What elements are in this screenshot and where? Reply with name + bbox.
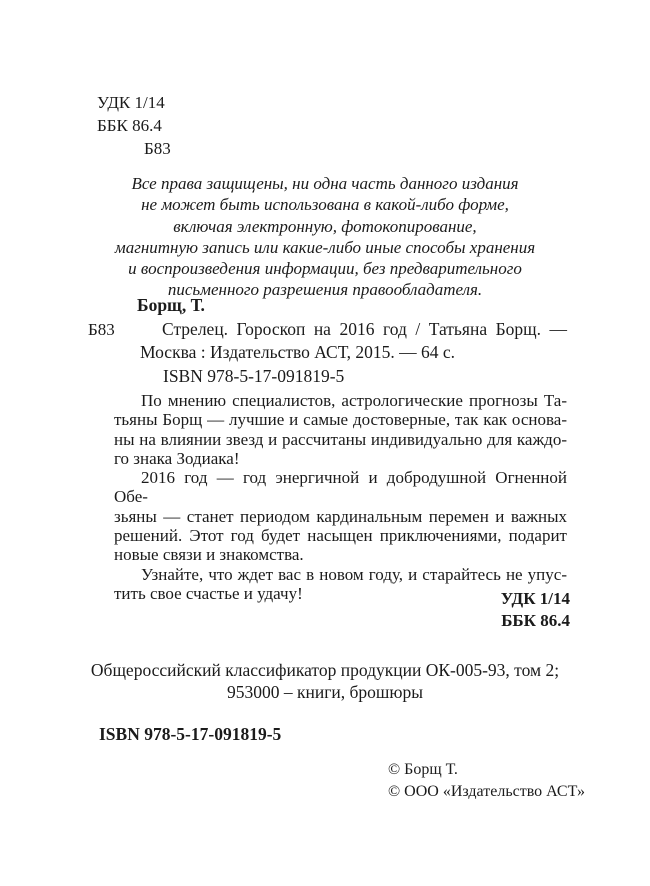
rights-line: включая электронную, фотокопирование, bbox=[173, 216, 477, 236]
bbk-code-bottom: ББК 86.4 bbox=[501, 611, 570, 630]
rights-line: не может быть использована в какой-либо форме, bbox=[141, 195, 509, 215]
annotation-line: го знака Зодиака! bbox=[114, 448, 240, 468]
catalog-author-sign: Б83 bbox=[88, 320, 115, 339]
annotation-line: решений. Этот год будет насыщен приключениями, подарит bbox=[114, 526, 567, 546]
rights-notice bbox=[85, 173, 565, 301]
annotation-line: 2016 год — год энергичной и добродушной Огненной Обе- bbox=[114, 468, 567, 507]
rights-line: Все права защищены, ни одна часть данного издания bbox=[131, 174, 519, 193]
classifier-line1: Общероссийский классификатор продукции ОК-005-93, том 2; bbox=[90, 660, 560, 680]
catalog-entry-line1: Стрелец. Гороскоп на 2016 год / Татьяна Борщ. — bbox=[162, 319, 567, 339]
classifier-line2: 953000 – книги, брошюры bbox=[227, 681, 423, 702]
annotation-line: новые связи и знакомства. bbox=[114, 545, 304, 565]
annotation-line: тьяны Борщ — лучшие и самые достоверные, так как основа- bbox=[114, 410, 567, 430]
udk-code: УДК 1/14 bbox=[97, 93, 165, 112]
catalog-isbn: ISBN 978-5-17-091819-5 bbox=[163, 366, 345, 386]
rights-line: магнитную запись или какие-либо иные способы хранения bbox=[114, 237, 536, 257]
product-classifier bbox=[85, 660, 565, 703]
catalog-entry-line2: Москва : Издательство АСТ, 2015. — 64 с. bbox=[140, 342, 456, 362]
annotation-line: зьяны — станет периодом кардинальным перемен и важных bbox=[114, 506, 567, 526]
catalog-author: Борщ, Т. bbox=[137, 295, 205, 315]
annotation-line: тить свое счастье и удачу! bbox=[114, 583, 303, 603]
copyright-publisher: © ООО «Издательство АСТ» bbox=[388, 782, 585, 800]
annotation-line: ны на влиянии звезд и рассчитаны индивидуально для каждо- bbox=[114, 429, 567, 449]
annotation-line: По мнению специалистов, астрологические прогнозы Та- bbox=[141, 391, 567, 410]
annotation-line: Узнайте, что ждет вас в новом году, и старайтесь не упус- bbox=[141, 564, 567, 584]
copyright-author: © Борщ Т. bbox=[388, 761, 458, 778]
rights-line: письменного разрешения правообладателя. bbox=[167, 280, 483, 300]
copyright-block bbox=[388, 759, 585, 802]
top-codes-block bbox=[97, 91, 171, 160]
udk-code-bottom: УДК 1/14 bbox=[500, 589, 570, 608]
bottom-codes-block bbox=[501, 588, 570, 632]
rights-line: и воспроизведения информации, без предварительного bbox=[128, 259, 522, 279]
isbn-bottom: ISBN 978-5-17-091819-5 bbox=[99, 724, 282, 744]
annotation-block bbox=[114, 391, 567, 603]
author-sign-code: Б83 bbox=[144, 139, 171, 158]
bbk-code: ББК 86.4 bbox=[97, 116, 162, 135]
